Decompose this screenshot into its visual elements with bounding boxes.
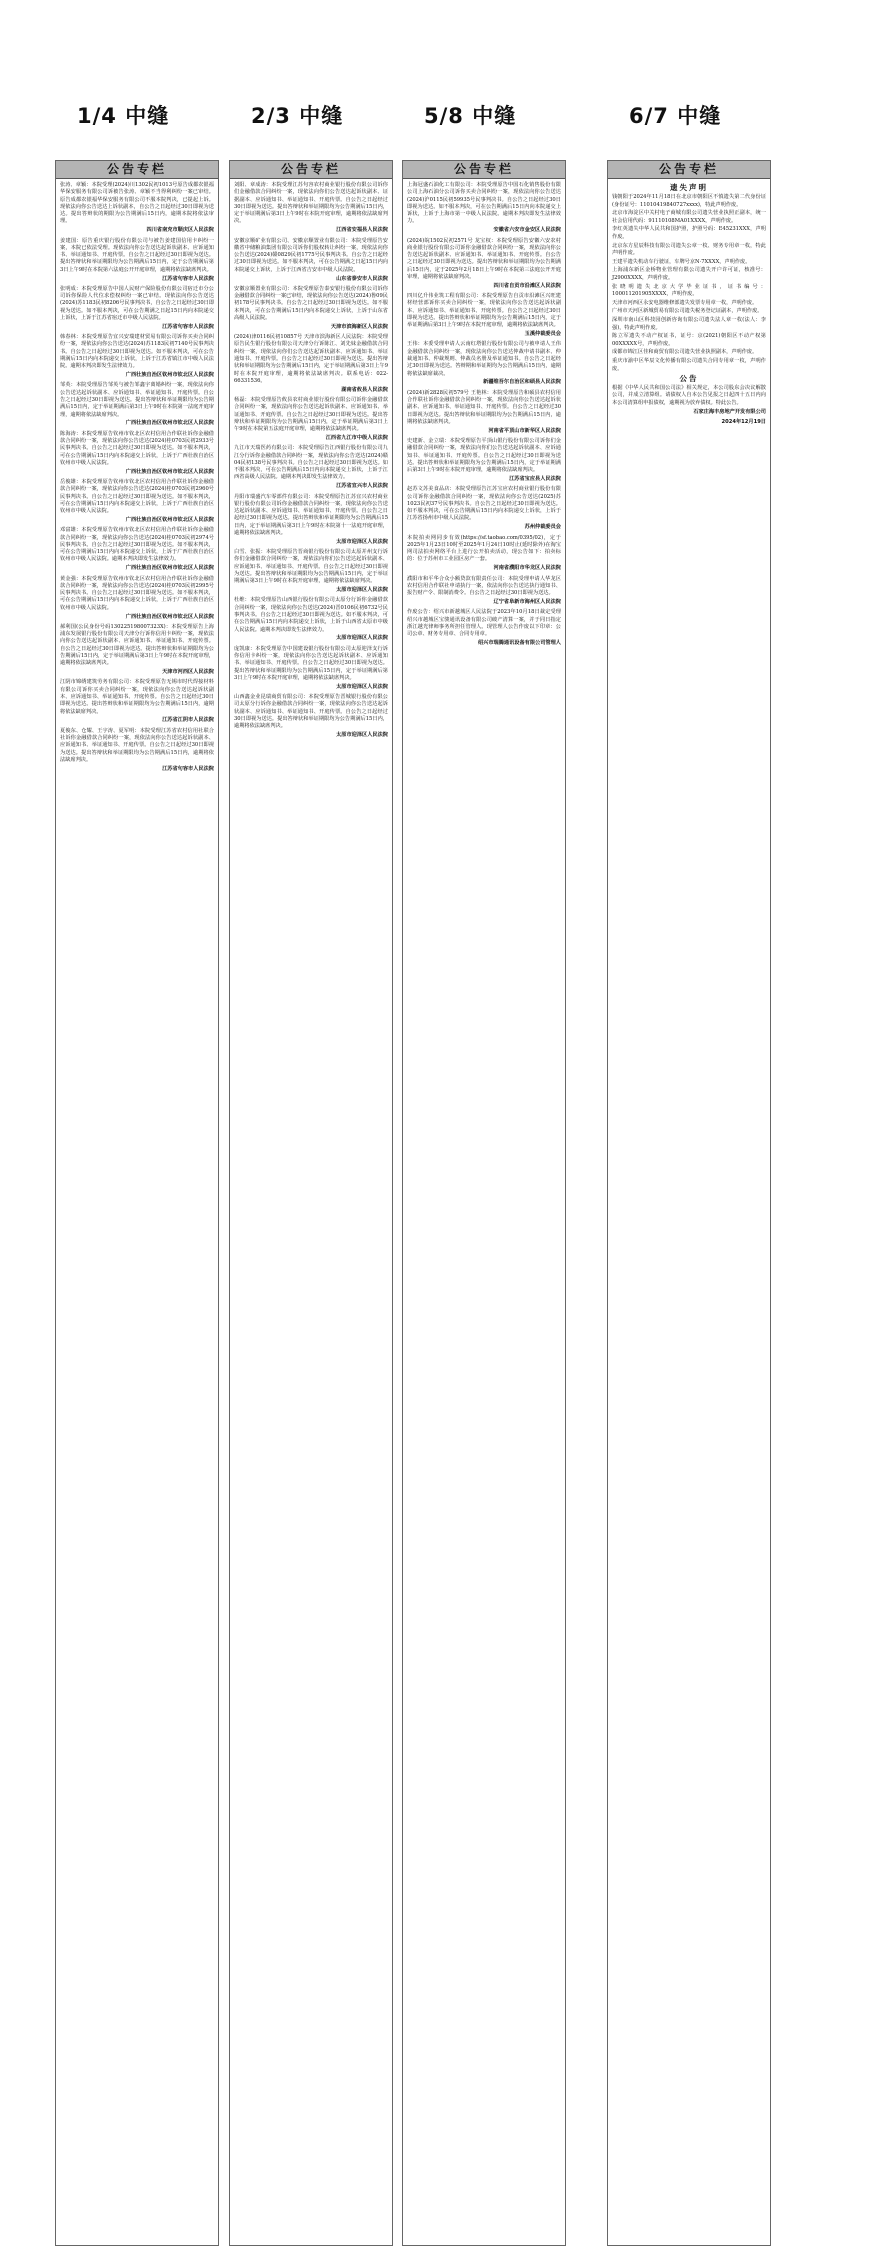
notice-signature: 江苏省宝应县人民法院 [509, 475, 561, 482]
notice-entry: 夏俊东、仓耀、王宇涛、夏军明：本院受理江苏省农村信用社联合社诉你金融借款合同纠纷一案，现依法向你公告送达起诉状副本、应诉通知书、举证通知书、开庭传票。自公告之日起经过30日即视为送达。提出答辩状和举证期限均为公告期满后15日内，逾期将依法缺席判决。 [60, 727, 214, 763]
notice-entry: 陈立军遗失不动产权证书，证号：京(2021)朝阳区不动产权第00XXXXX号，声明作废。 [612, 333, 766, 347]
notice-entry: 广州市天河区新城贸易有限公司遗失税务登记证副本，声明作废。 [612, 308, 763, 315]
notice-signature: 河南省平顶山市新华区人民法院 [488, 427, 561, 434]
column-quarter [55, 0, 219, 2254]
column-two-thirds [229, 0, 393, 2254]
notice-entry: 张晓明遗失北京大学毕业证书，证书编号：100011201905XXXX，声明作废。 [612, 283, 766, 297]
notice-entry: 邹英：本院受理原告邹英与被告邹鑫宇离婚纠纷一案，现依法向你公告送达起诉状副本、应诉通知书、举证通知书、开庭传票。自公告之日起经过30日即视为送达。提出答辩状和举证期限均为公告期满后15日内，定于举证期满后第3日上午9时在本院第一法庭开庭审理，逾期将依法缺席判决。 [60, 382, 214, 418]
box-header: 公告专栏 [230, 161, 392, 179]
notice-entry: 安徽京顺置业有限公司：本院受理原告泰安银行股份有限公司诉你金融借款合同纠纷一案已审结，现依法向你公告送达(2024)鲁09民初178号民事判决书。自公告之日起经过30日即视为送达。如不服本判决，可在公告期满后15日内向本院递交上诉状，上诉于山东省高级人民法院。 [234, 285, 388, 322]
notice-signature: 太原市迎泽区人民法院 [336, 587, 388, 594]
notice-entry: (2024)津0116民初10857号 天津市滨海新区人民法院：本院受理原告民生银行股份有限公司天津分行诉陈江、刘先妹金融借款合同纠纷一案，现依法向你们公告送达起诉状副本、应诉通知书、举证通知书、开庭传票。自公告之日起经过30日即视为送达。提出答辩状和举证期限均为公告期满后15日内，定于举证期满后第3日上午9时在本院开庭审理，逾期将依法缺席判决。联系电话：022-66331536。 [234, 334, 388, 384]
notice-signature: 江苏省宜兴市人民法院 [336, 483, 388, 490]
notice-body [56, 179, 218, 776]
notice-entry: (2024)新2828民初579号 王艳林：本院受理原告和硕县农村信用合作联社诉你金融借款合同纠纷一案，现依法向你公告送达起诉状副本、应诉通知书、举证通知书、开庭传票。自公告之日起经过30日即视为送达。提出答辩状和举证期限均为公告期满后15日内，逾期将依法缺席判决。 [407, 389, 561, 425]
notice-entry: 天津市河西区永安电器维修部遗失发票专用章一枚，声明作废。 [612, 299, 758, 306]
notice-body [230, 179, 392, 742]
notice-entry: 成都市锦江区佳和商贸有限公司遗失营业执照副本，声明作废。 [612, 349, 758, 356]
notice-signature: 湖南省攸县人民法院 [341, 386, 388, 393]
notice-entry: 上海冠盛石油化工有限公司：本院受理原告中国石化销售股份有限公司上海石油分公司诉你买卖合同纠纷一案，现依法向你公告送达(2024)沪0115民初59935号民事判决书。自公告之日起经过30日即视为送达。如不服本判决，可在公告期满后15日内向本院递交上诉状，上诉于上海市第一中级人民法院。逾期本判决即发生法律效力。 [407, 182, 561, 225]
notice-box [229, 160, 393, 2246]
notice-box [55, 160, 219, 2246]
notice-signature: 江苏省江阴市人民法院 [162, 717, 214, 724]
notice-signature: 苏州仲裁委员会 [524, 524, 561, 531]
notice-entry: 北京东方星辰科技有限公司遗失公章一枚、财务专用章一枚，特此声明作废。 [612, 242, 766, 256]
notice-signature: 太原市迎泽区人民法院 [336, 635, 388, 642]
notice-signature: 江苏省句容市人民法院 [162, 323, 214, 330]
notice-signature: 江西省九江市中级人民法院 [325, 435, 388, 441]
notice-signature: 广西壮族自治区钦州市钦北区人民法院 [125, 565, 214, 572]
notice-entry: 本院拍卖网同步有效(https://sf.taobao.com/0395/02)，定于2025年1月23日10时至2025年1月24日10时止(延时除外)在淘宝网司法拍卖网络平台上进行公开拍卖活动，现公告如下：拍卖标的：位于苏州市工业园区房产一套。 [407, 534, 561, 563]
size-title: 1/4 中缝 [77, 104, 170, 128]
notice-entry: 王伟：本委受理申请人云南红塔银行股份有限公司与被申请人王伟金融借款合同纠纷一案，现依法向你公告送达仲裁申请书副本、仲裁通知书、仲裁规则、仲裁员名册及举证通知书。自公告之日起经过30日即视为送达。答辩期和举证期均为公告期满后15日内，逾期将依法缺席裁决。 [407, 341, 561, 377]
notice-signature: 广西壮族自治区钦州市钦北区人民法院 [125, 516, 214, 523]
notice-entry: 赵苏文苏美食品店：本院受理原告江苏宝应农村商业银行股份有限公司诉你金融借款合同纠纷一案，现依法向你公告送达(2025)苏1023民初37号民事判决书。自公告之日起经过30日即视为送达。如不服本判决，可在公告期满后15日内向本院递交上诉状，上诉于江苏省扬州市中级人民法院。 [407, 486, 561, 522]
notice-box [402, 160, 566, 2246]
notice-signature: 江苏省句容市人民法院 [162, 275, 214, 282]
notice-box [607, 160, 771, 2246]
notice-entry: 重庆市渝中区华辰文化传播有限公司遗失合同专用章一枚，声明作废。 [612, 358, 766, 372]
notice-signature: 江苏省句容市人民法院 [162, 765, 214, 772]
notice-title: 公告 [679, 373, 699, 383]
box-header: 公告专栏 [403, 161, 565, 179]
notice-signature: 四川省南充市顺庆区人民法院 [146, 227, 214, 234]
notice-entry: 北京市海淀区中关村电子商城有限公司遗失营业执照正副本，统一社会信用代码：91110108MA01XXXX，声明作废。 [612, 210, 766, 224]
notice-body [403, 179, 565, 650]
notice-signature: 广西壮族自治区钦州市钦北区人民法院 [125, 372, 214, 379]
notice-entry: 杨磊：本院受理原告攸县农村商业银行股份有限公司诉你金融借款合同纠纷一案，现依法向你公告送达起诉状副本、应诉通知书、举证通知书、开庭传票。自公告之日起经过30日即视为送达。提出答辩状和举证期限均为公告期满后15日内，定于举证期满后第3日上午9时在本院第五法庭开庭审理，逾期将依法缺席判决。 [234, 397, 388, 433]
notice-signature: 太原市迎泽区人民法院 [336, 683, 388, 690]
notice-signature: 江西省安福县人民法院 [336, 227, 388, 234]
notice-signature: 天津市滨海新区人民法院 [330, 323, 388, 330]
notice-entry: 安徽京顺矿业有限公司、安徽京顺置业有限公司：本院受理原告安徽省中储粮油集团有限公司诉你们股权转让纠纷一案，现依法向你公告送达(2024)赣0829民初1775号民事判决书。自公告之日起经过30日即视为送达。如不服本判决，可在公告期满之日起15日内向本院递交上诉状，上诉于江西省吉安市中级人民法院。 [234, 237, 388, 273]
lost-notice-list [612, 194, 766, 373]
size-title: 2/3 中缝 [251, 104, 344, 128]
notice-entry: 白雪、张振：本院受理原告晋商银行股份有限公司太原并州支行诉你们金融借款合同纠纷一案，现依法向你们公告送达起诉状副本、应诉通知书、举证通知书、开庭传票。自公告之日起经过30日即视为送达。提出答辩状和举证期限均为公告期满后15日内，定于举证期满后第3日上午9时在本院开庭审理，逾期将依法缺席判决。 [234, 549, 388, 585]
box-header: 公告专栏 [608, 161, 770, 179]
notice-entry: 韩春林：本院受理原告宜兴安瑞建材贸易有限公司诉你买卖合同纠纷一案，现依法向你公告送达(2024)苏1183民初7140号民事判决书。自公告之日起经过30日即视为送达。如不服本判决，可在公告期满后15日内向本院递交上诉状，上诉于江苏省镇江市中级人民法院。逾期本判决即发生法律效力。 [60, 334, 214, 370]
notice-signature: 玉溪仲裁委员会 [524, 331, 561, 338]
notice-entry: 庞凯康：本院受理原告中国建设银行股份有限公司太原迎泽支行诉你信用卡纠纷一案，现依法向你公告送达起诉状副本、应诉通知书、举证通知书、开庭传票。自公告之日起经过30日即视为送达。提出答辩状和举证期限均为公告期满后15日内，定于举证期满后第3日上午9时在本院开庭审理，逾期将依法缺席判决。 [234, 645, 388, 681]
notice-entry: 岳俊雄：本院受理原告钦州市钦北区农村信用合作联社诉你金融借款合同纠纷一案，现依法向你公告送达(2024)桂0703民初2960号民事判决书。自公告之日起经过30日即视为送达。如不服本判决，可在公告期满后15日内向本院递交上诉状，上诉于广西壮族自治区钦州市中级人民法院。 [60, 478, 214, 515]
notice-signature: 山东省泰安市人民法院 [336, 275, 388, 282]
size-title: 6/7 中缝 [629, 104, 722, 128]
notice-text: 根据《中华人民共和国公司法》相关规定，本公司股东会决议解散公司，并成立清算组。请债权人自本公告见报之日起四十五日内向本公司清算组申报债权，逾期视为放弃债权。特此公告。 [612, 385, 766, 406]
notice-signature: 安徽省六安市金安区人民法院 [493, 227, 561, 234]
notice-entry: 濮阳市和平华合众小额贷款有限责任公司：本院受理申请人华龙区农村信用合作联社申请执行一案，依法向你公告送达执行通知书、报告财产令、限制消费令。自公告之日起经过30日即视为送达。 [407, 575, 561, 597]
notice-entry: 王建平遗失机动车行驶证，车牌号京N·7XXXX，声明作废。 [612, 258, 751, 265]
notice-signature: 广西壮族自治区钦州市钦北区人民法院 [125, 468, 214, 475]
notice-entry: 李红英遗失中华人民共和国护照，护照号码：E45231XXX，声明作废。 [612, 226, 766, 240]
column-five-eighths [402, 0, 566, 2254]
notice-signature: 太原市迎泽区人民法院 [336, 538, 388, 545]
notice-signature: 绍兴市瑞腾通讯设备有限公司管理人 [477, 639, 561, 646]
column-six-sevenths [607, 0, 771, 2254]
notice-entry: 四川亿升伟业筑工程有限公司：本院受理原告自贡市沿滩区兴旺建材经营部诉你买卖合同纠纷一案，现依法向你公告送达起诉状副本、应诉通知书、举证通知书、开庭传票。自公告之日起经过30日即视为送达。提出答辩状和举证期限均为公告期满后15日内，定于举证期满后第3日上午9时在本院开庭审理，逾期将依法缺席判决。 [407, 293, 561, 329]
notice-entry: 刘阳、章成涛：本院受理江苏句容农村商业银行股份有限公司诉你们金融借款合同纠纷一案，现依法向你们公告送达起诉状副本、证据副本、应诉通知书、举证通知书、开庭传票。自公告之日起经过30日即视为送达。提出答辩状和举证期限均为公告期满后15日内，定于举证期满后第3日上午9时在本院开庭审理，逾期将依法缺席判决。 [234, 182, 388, 225]
notice-sign: 石家庄海丰房地产开发有限公司 [693, 408, 766, 415]
notice-signature: 河南省濮阳市华龙区人民法院 [493, 565, 561, 572]
notice-signature: 广西壮族自治区钦州市钦北区人民法院 [125, 420, 214, 427]
notice-signature: 广西壮族自治区钦州市钦北区人民法院 [125, 613, 214, 620]
notice-signature: 天津市河西区人民法院 [162, 669, 214, 676]
notice-entry: 陈海涛：本院受理原告钦州市钦北区农村信用合作联社诉你金融借款合同纠纷一案，现依法向你公告送达(2024)桂0703民初2933号民事判决书。自公告之日起经过30日即视为送达。如不服本判决，可在公告期满后15日内向本院递交上诉状，上诉于广西壮族自治区钦州市中级人民法院。 [60, 430, 214, 466]
notice-entry: 邓富雄：本院受理原告钦州市钦北区农村信用合作联社诉你金融借款合同纠纷一案，现依法向你公告送达(2024)桂0703民初2974号民事判决书。自公告之日起经过30日即视为送达。如不服本判决，可在公告期满后15日内向本院递交上诉状，上诉于广西壮族自治区钦州市中级人民法院。逾期本判决即发生法律效力。 [60, 527, 214, 563]
notice-entry: 史建新、金立瑞：本院受理原告平顶山银行股份有限公司诉你们金融借款合同纠纷一案，现依法向你们公告送达起诉状副本、应诉通知书、举证通知书、开庭传票。自公告之日起经过30日即视为送达。提出答辩状和举证期限均为公告期满后15日内，定于举证期满后第3日上午9时在本院开庭审理，逾期将依法缺席判决。 [407, 438, 561, 474]
notice-entry: 九江市天瑞医药有限公司：本院受理原告江西银行股份有限公司九江分行诉你金融借款合同纠纷一案，现依法向你公告送达(2024)赣04民初138号民事判决书。自公告之日起经过30日即视为送达。如不服本判决，可在公告期满后15日内向本院递交上诉状，上诉于江西省高级人民法院。逾期本判决即发生法律效力。 [234, 445, 388, 481]
notice-entry: 杜维：本院受理原告山西银行股份有限公司太原分行诉你金融借款合同纠纷一案，现依法向你公告送达(2024)晋0106民初6732号民事判决书。自公告之日起经过30日即视为送达。如不服本判决，可在公告期满后15日内向本院递交上诉状，上诉于山西省太原市中级人民法院。逾期本判决即发生法律效力。 [234, 597, 388, 633]
size-title: 5/8 中缝 [424, 104, 517, 128]
notice-entry: 山西鑫金业昆瑞商贸有限公司：本院受理原告晋城银行股份有限公司太原分行诉你金融借款合同纠纷一案，现依法向你公告送达起诉状副本、应诉通知书、举证通知书、开庭传票。自公告之日起经过30日即视为送达。提出答辩状和举证期限均为公告期满后15日内，逾期将依法缺席判决。 [234, 694, 388, 730]
notice-entry: 黄金强：本院受理原告钦州市钦北区农村信用合作联社诉你金融借款合同纠纷一案，现依法向你公告送达(2024)桂0703民初2995号民事判决书。自公告之日起经过30日即视为送达。如不服本判决，可在公告期满后15日内向本院递交上诉状，上诉于广西壮族自治区钦州市中级人民法院。 [60, 575, 214, 611]
notice-body [608, 179, 770, 428]
notice-entry: 张明成：本院受理原告中国人民财产保险股份有限公司宿迁市分公司诉你保险人代位求偿权纠纷一案已审结。现依法向你公告送达(2024)苏1183民初8206号民事判决书，自公告之日起经过30日即视为送达。如不服本判决，可在公告期满之日起15日内向本院递交上诉状，上诉于江苏省宿迁市中级人民法院。 [60, 285, 215, 322]
notice-entry: 郝利国(公民身份号码130225198007323X)：本院受理原告上海浦东发展银行股份有限公司天津分行诉你信用卡纠纷一案，现依法向你公告送达起诉状副本、应诉通知书、举证通知书、开庭传票。自公告之日起经过30日即视为送达。提出答辩状和举证期限均为公告期满后15日内，定于举证期满后第3日上午9时在本院开庭审理，逾期将依法缺席判决。 [60, 623, 214, 667]
notice-entry: 江阴市锦绣建筑劳务有限公司：本院受理原告无锡市时代焊接材料有限公司诉你买卖合同纠纷一案，现依法向你公告送达起诉状副本、应诉通知书、举证通知书、开庭传票。自公告之日起经过30日即视为送达。提出答辩状和举证期限均为公告期满后15日内，逾期将依法缺席判决。 [60, 679, 214, 715]
notice-entry: 张涛、章颖：本院受理(2024)川1302民初1013号原告成都农银福华保安服务有限公司诉被告张涛、章颖不当得利纠纷一案已审结。原告成都农银福华保安服务有限公司不服本院判决，已提起上诉。现依法向你公告送达上诉状副本，自公告之日起经过30日即视为送达。提出答辩状的期限为公告期满后15日内，逾期本院将依法审理。 [60, 182, 214, 225]
notice-signature: 新疆维吾尔自治区和硕县人民法院 [483, 379, 561, 386]
notice-entry: (2024)皖1502民初2571号 龙宝权：本院受理原告安徽六安农村商业银行股份有限公司诉你金融借款合同纠纷一案，现依法向你公告送达起诉状副本、应诉通知书、举证通知书、开庭传票。自公告之日起经过30日即视为送达。提出答辩状和举证期限均为公告期满后15日内，定于2025年2月18日上午9时在本院第三法庭公开开庭审理，逾期将依法缺席判决。 [407, 237, 561, 281]
box-header: 公告专栏 [56, 161, 218, 179]
notice-entry: 深圳市南山区科技园创新咨询有限公司遗失法人章一枚(法人：李强)，特此声明作废。 [612, 317, 766, 331]
notice-signature: 太原市迎泽区人民法院 [336, 731, 388, 738]
notice-signature: 辽宁省阜新市海州区人民法院 [493, 598, 561, 605]
section-title: 遗失声明 [670, 183, 708, 192]
notice-signature: 四川省自贡市沿滩区人民法院 [493, 282, 561, 289]
notice-entry: 作废公告：绍兴市新越城区人民法院于2023年10月18日裁定受理绍兴市越城区宝骏通讯设备有限公司破产清算一案，并于同日指定浙江越光律师事务所担任管理人。现管理人公告作废以下印章：公司公章、财务专用章、合同专用章。 [407, 609, 561, 638]
notice-date: 2024年12月19日 [721, 418, 766, 425]
notice-entry: 丹阳市瑞盛汽车零部件有限公司：本院受理原告江苏宜兴农村商业银行股份有限公司诉你金融借款合同纠纷一案，现依法向你公告送达起诉状副本、应诉通知书、举证通知书、开庭传票。自公告之日起经过30日即视为送达。提出答辩状和举证期限均为公告期满后15日内，定于举证期满后第3日上午9时在本院第十一法庭开庭审理，逾期将依法缺席判决。 [234, 493, 388, 537]
notice-entry: 姜建国：原告重庆银行股份有限公司与被告姜建国信用卡纠纷一案，本院已依法受理。现依法向你公告送达起诉状副本、应诉通知书、举证通知书、开庭传票。自公告之日起经过30日即视为送达。提出答辩状和举证期限均为公告期满后15日内，定于公告期满后第3日上午9时在本院第六法庭公开开庭审理，逾期将依法缺席判决。 [60, 237, 214, 273]
notice-entry: 上海浦东新区金桥物业管理有限公司遗失开户许可证，核准号：J2900XXXX，声明作废。 [612, 267, 766, 281]
notice-entry: 钱朝阳于2024年11月18日在北京市朝阳区不慎遗失第二代身份证(身份证号：11010419840727xxxx)，特此声明作废。 [612, 194, 766, 208]
